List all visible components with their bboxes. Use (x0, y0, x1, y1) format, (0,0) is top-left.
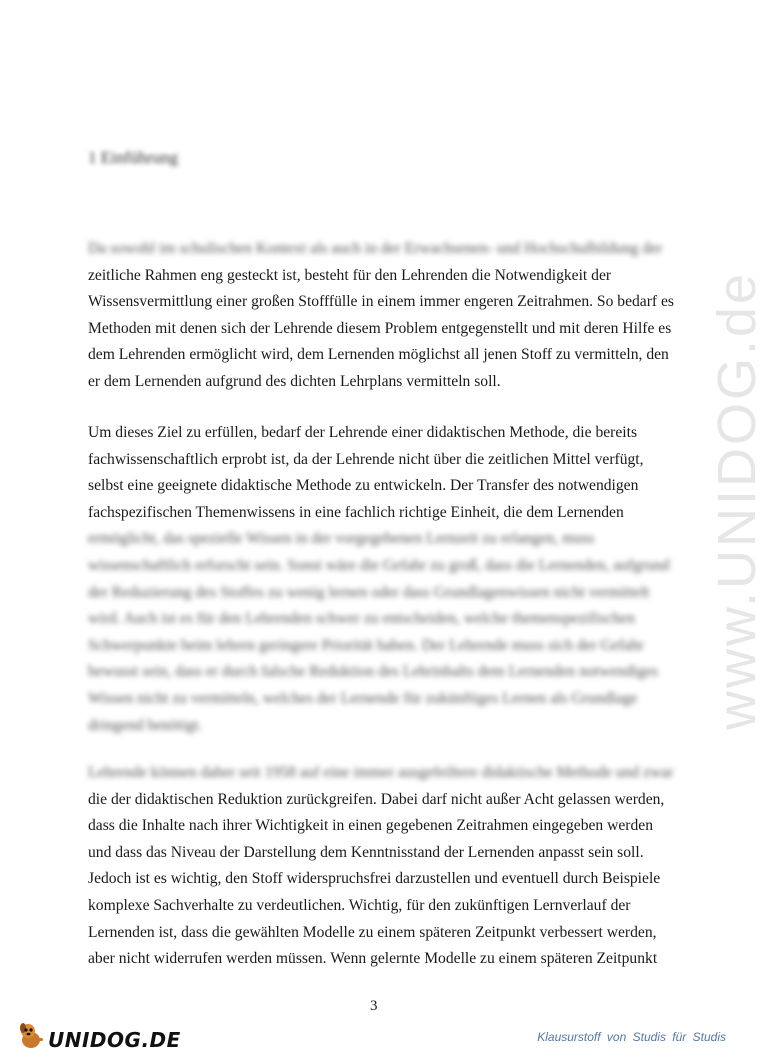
text-line: fachwissenschaftlich erprobt ist, da der Lehrende nicht über die zeitlichen Mittel verfügt, (88, 450, 644, 468)
partially-blurred-line: die der didaktischen Reduktion zurückgreifen. Dabei darf nicht außer Acht gelassen werden, (88, 790, 665, 808)
text-line: fachspezifischen Themenwissens in eine fachlich richtige Einheit, die dem Lernenden (88, 503, 624, 521)
text-line: Jedoch ist es wichtig, den Stoff widerspruchsfrei darzustellen und eventuell durch Beispiele (88, 870, 661, 888)
text-line: Um dieses Ziel zu erfüllen, bedarf der Lehrende einer didaktischen Methode, die bereits (88, 424, 638, 441)
paragraph-2 (88, 420, 668, 739)
blurred-line: wissenschaftlich erforscht sein. Sonst wäre die Gefahr zu groß, dass die Lernenden, aufgrund (88, 556, 670, 574)
section-heading: 1 Einführung (88, 148, 179, 167)
blurred-line: Lehrende können daher seit 1958 auf eine immer ausgefeiltere didaktische Methode und zwar (88, 764, 674, 781)
text-line: dass die Inhalte nach ihrer Wichtigkeit in einen gegebenen Zeitrahmen eingegeben werden (88, 817, 653, 835)
paragraph-1 (88, 236, 674, 396)
text-line: selbst eine geeignete didaktische Methode zu entwickeln. Der Transfer des notwendigen (88, 477, 639, 495)
blurred-line: Wissen nicht zu vermitteln, welches der Lernende für zukünftiges Lernen als Grundlage (88, 689, 638, 707)
blurred-line: Schwerpunkte beim lehren geringere Priorität haben. Der Lehrende muss sich der Gefahr (88, 636, 644, 654)
text-line: Lernenden ist, dass die gewählten Modelle zu einem späteren Zeitpunkt verbessert werden, (88, 923, 657, 941)
blurred-line: ermöglicht, das spezielle Wissen in der vorgegebenen Lernzeit zu erlangen, muss (88, 530, 595, 548)
paragraph-3 (88, 760, 674, 973)
text-line: komplexe Sachverhalte zu verdeutlichen. Wichtig, für den zukünftigen Lernverlauf der (88, 896, 631, 914)
blurred-line: dringend benötigt. (88, 716, 203, 734)
text-line: aber nicht widerrufen werden müssen. Wenn gelernte Modelle zu einem späteren Zeitpunkt (88, 950, 658, 968)
blurred-line: der Reduzierung des Stoffes zu wenig lernen oder dass Grundlagenwissen nicht vermittelt (88, 583, 650, 601)
blurred-line: bewusst sein, dass er durch falsche Reduktion des Lehrinhalts dem Lernenden notwendiges (88, 663, 658, 681)
text-line: Methoden mit denen sich der Lehrende diesem Problem entgegenstellt und mit deren Hilfe es (88, 319, 672, 337)
text-line: dem Lehrenden ermöglicht wird, dem Lernenden möglichst all jenen Stoff zu vermitteln, den (88, 346, 669, 364)
text-line: zeitliche Rahmen eng gesteckt ist, besteht für den Lehrenden die Notwendigkeit der (88, 266, 612, 284)
text-line: und dass das Niveau der Darstellung dem Kenntnisstand der Lernenden anpasst sein soll. (88, 843, 644, 861)
blurred-line: Da sowohl im schulischen Kontext als auch in der Erwachsenen- und Hochschulbildung der (88, 240, 663, 257)
page-number: 3 (370, 998, 378, 1014)
text-line: er dem Lernenden aufgrund des dichten Lehrplans vermitteln soll. (88, 372, 501, 390)
footer-tagline: Klausurstoff von Studis für Studis (537, 1030, 726, 1044)
text-line: Wissensvermittlung einer großen Stofffülle in einem immer engeren Zeitrahmen. So bedarf es (88, 293, 674, 311)
watermark: www.UNIDOG.de (707, 270, 767, 730)
blurred-line: wird. Auch ist es für den Lehrenden schwer zu entscheiden, welche themenspezifischen (88, 610, 635, 628)
logo-text: UNIDOG.DE (48, 1028, 181, 1052)
dog-mascot-icon (16, 1020, 46, 1050)
unidog-logo[interactable] (16, 1020, 181, 1050)
